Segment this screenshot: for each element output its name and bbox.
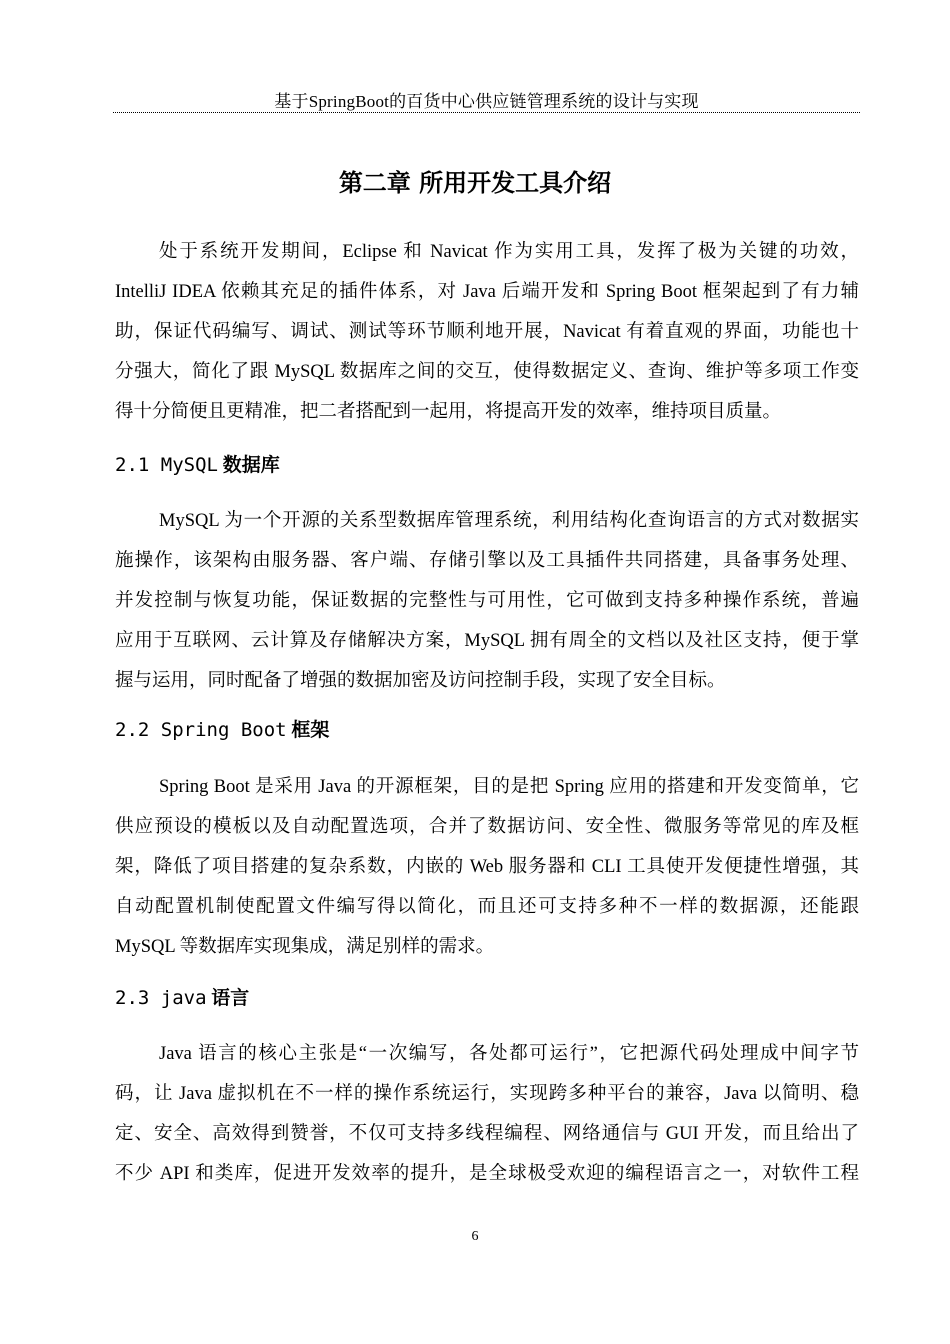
section-title: 语言 [211, 987, 250, 1009]
section-title: 数据库 [222, 454, 280, 476]
text-line: Java 语言的核心主张是“一次编写，各处都可运行”，它把源代码处理成中间字节 [159, 1044, 859, 1064]
springboot-paragraph [115, 767, 859, 967]
text-line: 应用于互联网、云计算及存储解决方案，MySQL 拥有周全的文档以及社区支持，便于掌 [115, 631, 859, 651]
section-heading-2-3 [115, 985, 249, 1012]
header-divider [113, 112, 860, 113]
section-number: 2.2 Spring Boot [115, 719, 287, 741]
page-number: 6 [471, 1229, 479, 1244]
text-line: 并发控制与恢复功能，保证数据的完整性与可用性，它可做到支持多种操作系统，普遍 [115, 591, 859, 611]
text-line: 分强大，简化了跟 MySQL 数据库之间的交互，使得数据定义、查询、维护等多项工作变 [115, 362, 859, 382]
text-line: MySQL 等数据库实现集成，满足别样的需求。 [115, 937, 495, 957]
text-line: Spring Boot 是采用 Java 的开源框架，目的是把 Spring 应用的搭建和开发变简单，它 [159, 777, 859, 797]
text-line: 自动配置机制使配置文件编写得以简化，而且还可支持多种不一样的数据源，还能跟 [115, 897, 859, 917]
section-number: 2.3 java [115, 987, 207, 1009]
text-line: 得十分简便且更精准，把二者搭配到一起用，将提高开发的效率，维持项目质量。 [115, 402, 782, 422]
chapter-title: 第二章 所用开发工具介绍 [338, 169, 612, 197]
running-header: 基于SpringBoot的百货中心供应链管理系统的设计与实现 [274, 92, 699, 111]
section-heading-2-2 [115, 717, 329, 744]
text-line: IntelliJ IDEA 依赖其充足的插件体系，对 Java 后端开发和 Spring Boot 框架起到了有力辅 [115, 282, 859, 302]
mysql-paragraph [115, 501, 859, 701]
text-line: MySQL 为一个开源的关系型数据库管理系统，利用结构化查询语言的方式对数据实 [159, 511, 859, 531]
section-heading-2-1 [115, 452, 280, 479]
section-title: 框架 [291, 719, 330, 741]
text-line: 定、安全、高效得到赞誉，不仅可支持多线程编程、网络通信与 GUI 开发，而且给出了 [115, 1124, 859, 1144]
text-line: 不少 API 和类库，促进开发效率的提升，是全球极受欢迎的编程语言之一，对软件工程 [115, 1164, 859, 1184]
text-line: 供应预设的模板以及自动配置选项，合并了数据访问、安全性、微服务等常见的库及框 [115, 817, 859, 837]
section-number: 2.1 MySQL [115, 454, 218, 476]
text-line: 施操作，该架构由服务器、客户端、存储引擎以及工具插件共同搭建，具备事务处理、 [115, 551, 859, 571]
text-line: 架，降低了项目搭建的复杂系数，内嵌的 Web 服务器和 CLI 工具使开发便捷性增强，其 [115, 857, 859, 877]
text-line: 握与运用，同时配备了增强的数据加密及访问控制手段，实现了安全目标。 [115, 671, 726, 691]
text-line: 码，让 Java 虚拟机在不一样的操作系统运行，实现跨多种平台的兼容，Java 以简明、稳 [115, 1084, 859, 1104]
text-line: 助，保证代码编写、调试、测试等环节顺利地开展，Navicat 有着直观的界面，功能也十 [115, 322, 859, 342]
intro-paragraph [115, 232, 859, 432]
text-line: 处于系统开发期间，Eclipse 和 Navicat 作为实用工具，发挥了极为关键的功效， [159, 242, 859, 262]
java-paragraph [115, 1034, 859, 1194]
